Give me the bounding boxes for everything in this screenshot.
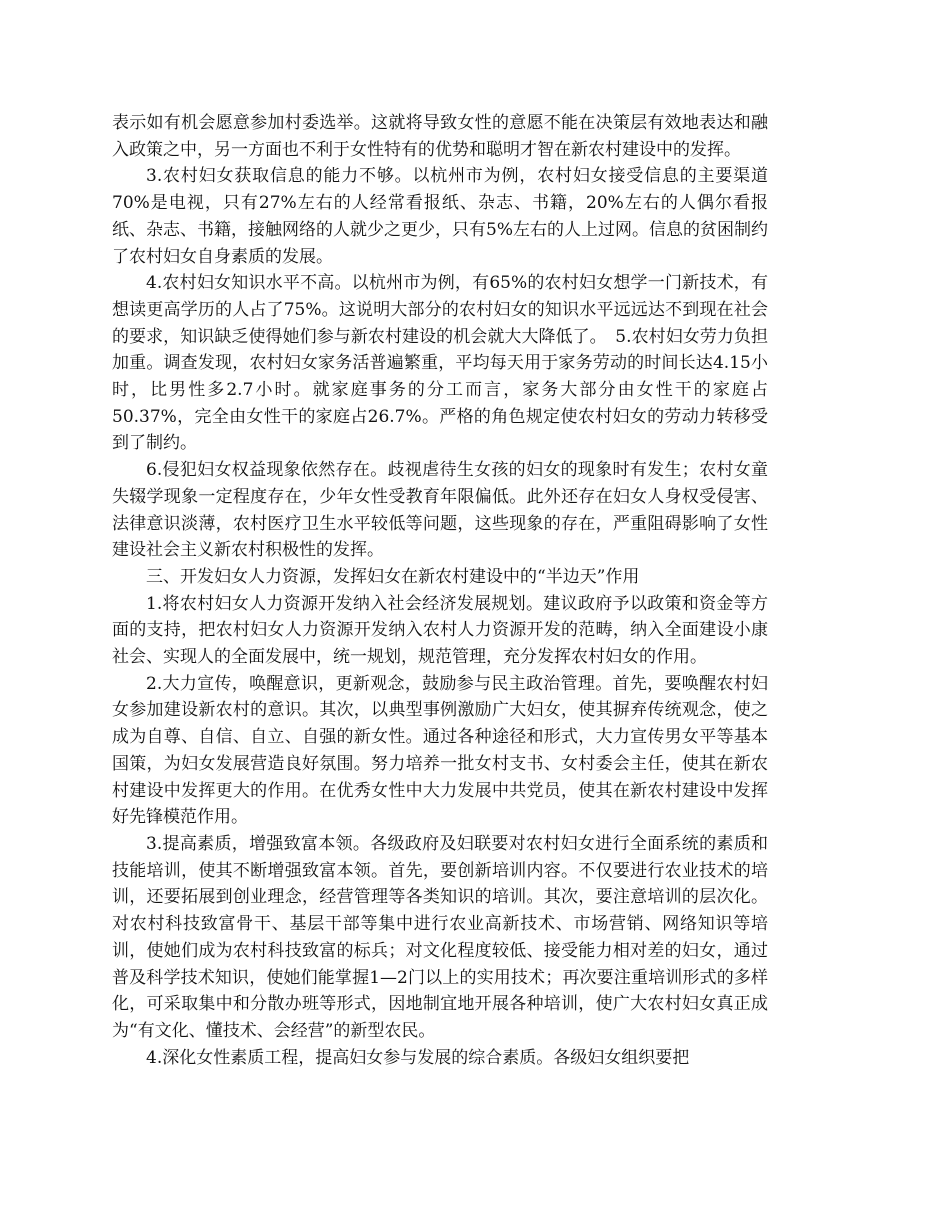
paragraph-measure-1: 1.将农村妇女人力资源开发纳入社会经济发展规划。建议政府予以政策和资金等方面的支持，把农村妇女人力资源开发纳入农村人力资源开发的范畴，纳入全面建设小康社会、实现人的全面发展中，统一规划，规范管理，充分发挥农村妇女的作用。 — [112, 593, 768, 668]
paragraph-item-6-rights: 6.侵犯妇女权益现象依然存在。歧视虐待生女孩的妇女的现象时有发生；农村女童失辍学现象一定程度存在，少年女性受教育年限偏低。此外还存在妇女人身权受侵害、法律意识淡薄，农村医疗卫生水平较低等问题，这些现象的存在，严重阻碍影响了女性建设社会主义新农村积极性的发挥。 — [112, 460, 768, 561]
section-heading-three: 三、开发妇女人力资源，发挥妇女在新农村建设中的“半边天”作用 — [146, 566, 640, 587]
paragraph-item-3-information: 3.农村妇女获取信息的能力不够。以杭州市为例，农村妇女接受信息的主要渠道70%是电视，只有27%左右的人经常看报纸、杂志、书籍，20%左右的人偶尔看报纸、杂志、书籍，接触网络的人就少之更少，只有5%左右的人上过网。信息的贫困制约了农村妇女自身素质的发展。 — [112, 166, 768, 267]
paragraph-item-4-5-knowledge-labor: 4.农村妇女知识水平不高。以杭州市为例，有65%的农村妇女想学一门新技术，有想读更高学历的人占了75%。这说明大部分的农村妇女的知识水平远远达不到现在社会的要求，知识缺乏使得她们参与新农村建设的机会就大大降低了。 5.农村妇女劳力负担加重。调查发现，农村妇女家务活普遍繁重，平均每天用于家务劳动的时间长达4.15小时，比男性多2.7小时。就家庭事务的分工而言，家务大部分由女性干的家庭占50.37%，完全由女性干的家庭占26.7%。严格的角色规定使农村妇女的劳动力转移受到了制约。 — [112, 273, 768, 454]
paragraph-measure-2: 2.大力宣传，唤醒意识，更新观念，鼓励参与民主政治管理。首先，要唤醒农村妇女参加建设新农村的意识。其次，以典型事例激励广大妇女，使其摒弃传统观念，使之成为自尊、自信、自立、自强的新女性。通过各种途径和形式，大力宣传男女平等基本国策，为妇女发展营造良好氛围。努力培养一批女村支书、女村委会主任，使其在新农村建设中发挥更大的作用。在优秀女性中大力发展中共党员，使其在新农村建设中发挥好先锋模范作用。 — [112, 673, 768, 828]
paragraph-measure-3: 3.提高素质，增强致富本领。各级政府及妇联要对农村妇女进行全面系统的素质和技能培训，使其不断增强致富本领。首先，要创新培训内容。不仅要进行农业技术的培训，还要拓展到创业理念，经营管理等各类知识的培训。其次，要注意培训的层次化。对农村科技致富骨干、基层干部等集中进行农业高新技术、市场营销、网络知识等培训，使她们成为农村科技致富的标兵；对文化程度较低、接受能力相对差的妇女，通过普及科学技术知识，使她们能掌握1—2门以上的实用技术；再次要注重培训形式的多样化，可采取集中和分散办班等形式，因地制宜地开展各种培训，使广大农村妇女真正成为“有文化、懂技术、会经营”的新型农民。 — [112, 833, 768, 1041]
paragraph-measure-4: 4.深化女性素质工程，提高妇女参与发展的综合素质。各级妇女组织要把 — [146, 1047, 690, 1068]
document-page — [112, 110, 768, 1071]
paragraph-continuation: 表示如有机会愿意参加村委选举。这就将导致女性的意愿不能在决策层有效地表达和融入政策之中，另一方面也不利于女性特有的优势和聪明才智在新农村建设中的发挥。 — [112, 113, 768, 160]
